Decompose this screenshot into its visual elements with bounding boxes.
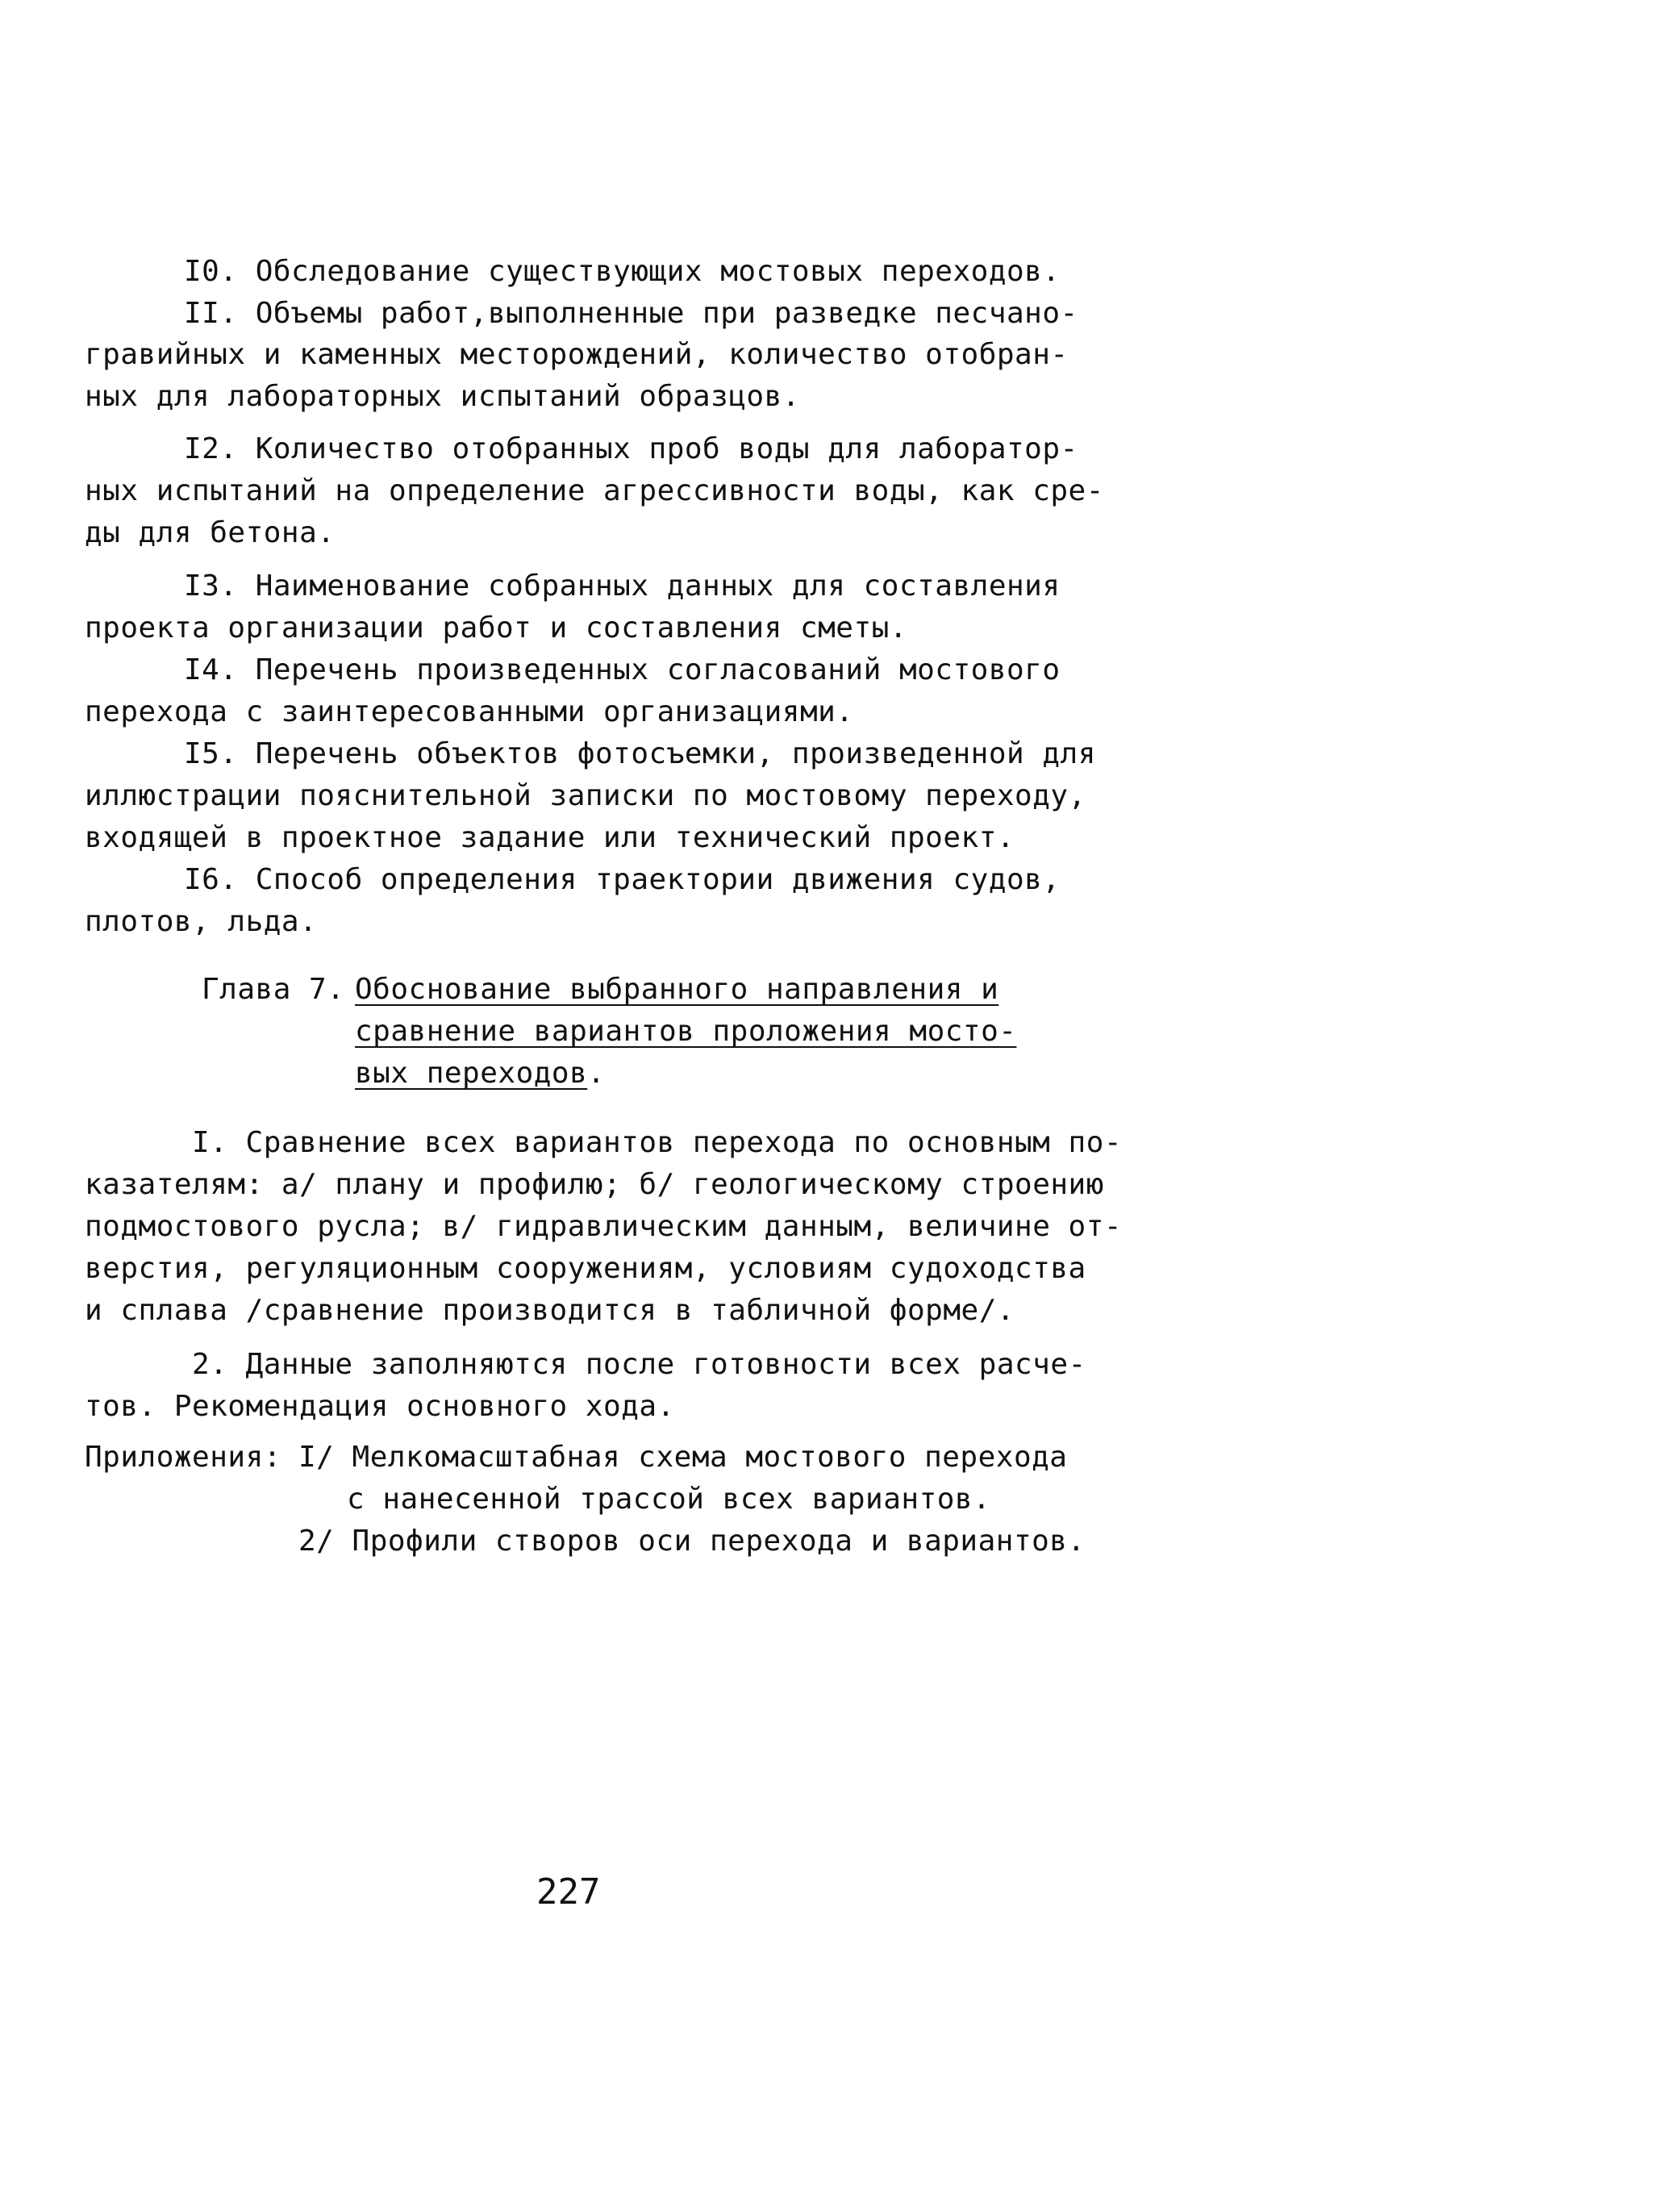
item-15-line-2: иллюстрации пояснительной записки по мостовому переходу, bbox=[85, 779, 1086, 812]
item-14-line-1: I4. Перечень произведенных согласований мостового bbox=[184, 653, 1061, 686]
item-12-line-2: ных испытаний на определение агрессивности воды, как сре- bbox=[85, 474, 1104, 507]
chapter-item-2-line-2: тов. Рекомендация основного хода. bbox=[85, 1390, 675, 1423]
item-11-line-1: II. Объемы работ,выполненные при разведке песчано- bbox=[184, 297, 1078, 330]
appendix-label: Приложения: bbox=[85, 1441, 281, 1474]
appendix-item-2: 2/ Профили створов оси перехода и вариантов. bbox=[298, 1525, 1086, 1558]
chapter-label: Глава 7. bbox=[202, 973, 345, 1006]
chapter-title-line-1: Обоснование выбранного направления и bbox=[355, 973, 999, 1006]
chapter-item-1-line-5: и сплава /сравнение производится в табличной форме/. bbox=[85, 1294, 1015, 1327]
page-number: 227 bbox=[536, 1871, 601, 1913]
chapter-title-line-3 bbox=[355, 1056, 605, 1091]
chapter-item-1-line-2: казателям: а/ плану и профилю; б/ геологическому строению bbox=[85, 1168, 1104, 1201]
item-16-line-1: I6. Способ определения траектории движения судов, bbox=[184, 863, 1061, 896]
chapter-item-1-line-4: верстия, регуляционным сооружениям, условиям судоходства bbox=[85, 1252, 1086, 1285]
item-12-line-3: ды для бетона. bbox=[85, 516, 336, 549]
item-14-line-2: перехода с заинтересованными организациями. bbox=[85, 695, 854, 728]
chapter-title-line-2: сравнение вариантов проложения мосто- bbox=[355, 1015, 1017, 1048]
item-11-line-2: гравийных и каменных месторождений, количество отобран- bbox=[85, 338, 1069, 371]
appendix-item-1-line-1: I/ Мелкомасштабная схема мостового перехода bbox=[298, 1441, 1068, 1474]
chapter-item-1-line-1: I. Сравнение всех вариантов перехода по основным по- bbox=[192, 1126, 1123, 1159]
chapter-item-2-line-1: 2. Данные заполняются после готовности всех расче- bbox=[192, 1348, 1086, 1381]
item-13-line-1: I3. Наименование собранных данных для составления bbox=[184, 569, 1061, 603]
item-16-line-2: плотов, льда. bbox=[85, 905, 318, 938]
item-15-line-1: I5. Перечень объектов фотосъемки, произведенной для bbox=[184, 737, 1096, 770]
item-15-line-3: входящей в проектное задание или технический проект. bbox=[85, 821, 1015, 854]
item-11-line-3: ных для лабораторных испытаний образцов. bbox=[85, 380, 800, 413]
chapter-title-line-3-text: вых переходов bbox=[355, 1057, 588, 1090]
item-10-line-1: I0. Обследование существующих мостовых переходов. bbox=[184, 255, 1061, 288]
appendix-item-1-line-2: с нанесенной трассой всех вариантов. bbox=[347, 1483, 991, 1516]
item-13-line-2: проекта организации работ и составления сметы. bbox=[85, 611, 907, 645]
chapter-item-1-line-3: подмостового русла; в/ гидравлическим данным, величине от- bbox=[85, 1210, 1123, 1243]
item-12-line-1: I2. Количество отобранных проб воды для лаборатор- bbox=[184, 432, 1078, 465]
chapter-title-period: . bbox=[587, 1057, 606, 1090]
